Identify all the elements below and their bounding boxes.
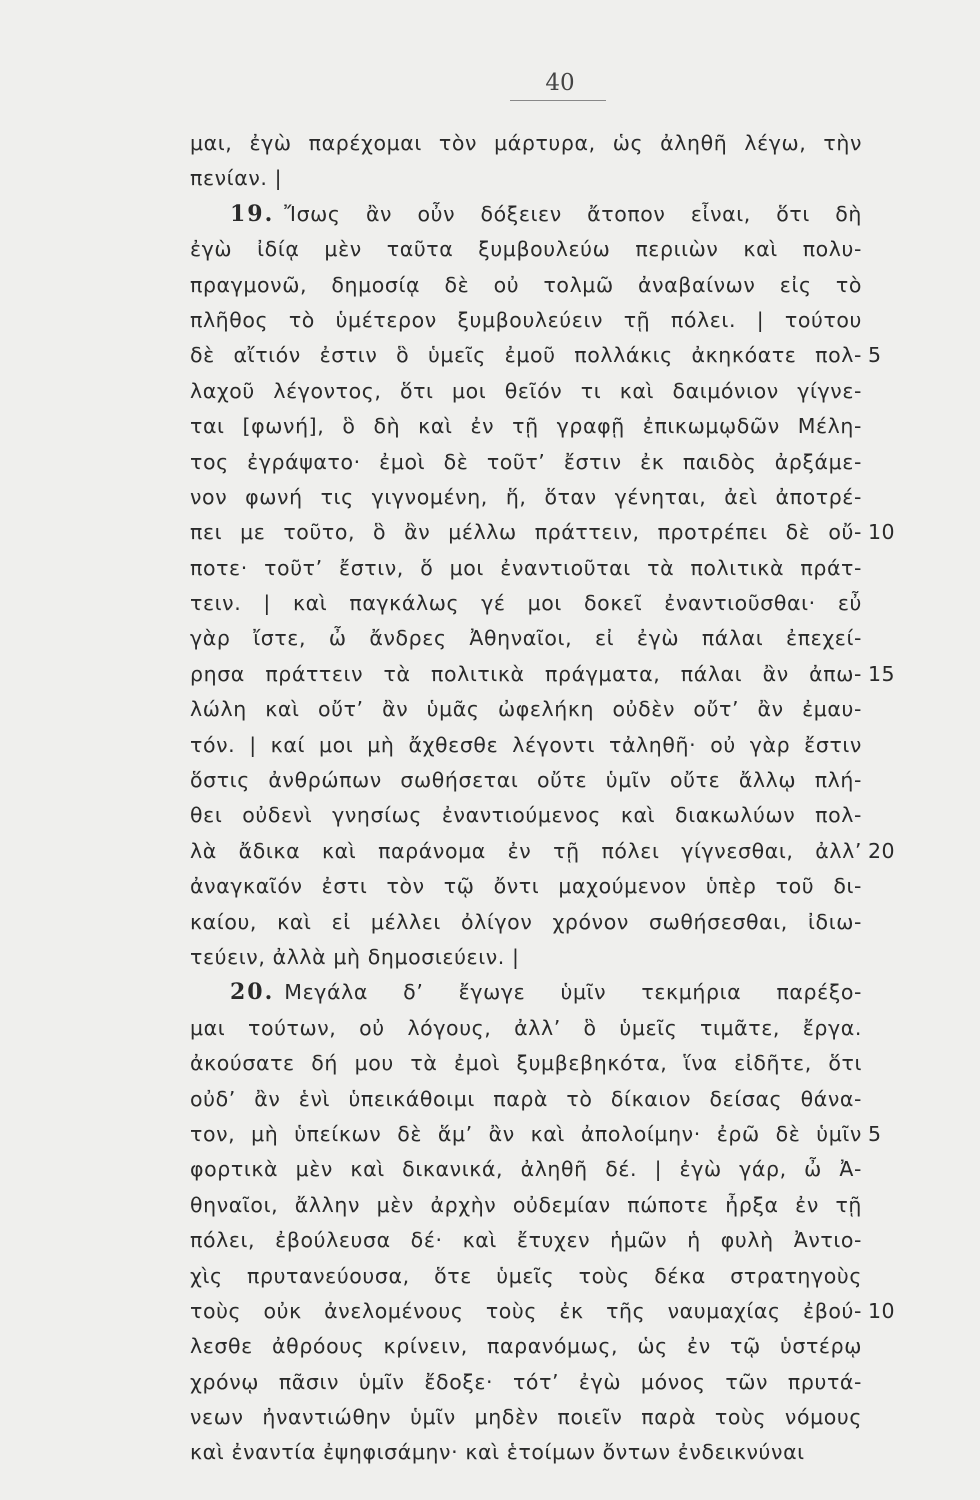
text-line: χὶς πρυτανεύουσα, ὅτε ὑμεῖς τοὺς δέκα στρατηγοὺς [190, 1263, 862, 1288]
text-line: θηναῖοι, ἄλλην μὲν ἀρχὴν οὐδεμίαν πώποτε ἦρξα ἐν τῇ [190, 1192, 862, 1217]
section-number-20: 20. [230, 979, 275, 1006]
text-line: μαι, ἐγὼ παρέχομαι τὸν μάρτυρα, ὡς ἀληθῆ λέγω, τὴν [190, 131, 862, 155]
text-line: τος ἐγράψατο· ἐμοὶ δὲ τοῦτ’ ἔστιν ἐκ παιδὸς ἀρξάμε- [190, 449, 862, 474]
margin-line-number: 15 [868, 662, 896, 686]
text-line: λώλη καὶ οὔτ’ ἂν ὑμᾶς ὠφελήκη οὐδὲν οὔτ’ ἂν ἐμαυ- [190, 697, 862, 722]
text-line: ἀναγκαῖόν ἐστι τὸν τῷ ὄντι μαχούμενον ὑπὲρ τοῦ δι- [190, 874, 862, 899]
text-line: ται [φωνή], ὃ δὴ καὶ ἐν τῇ γραφῇ ἐπικωμῳδῶν Μέλη- [190, 414, 862, 439]
text-line: ὅστις ἀνθρώπων σωθήσεται οὔτε ὑμῖν οὔτε ἄλλῳ πλή- [190, 768, 862, 793]
text-line: νον φωνή τις γιγνομένη, ἥ, ὅταν γένηται, ἀεὶ ἀποτρέ- [190, 484, 862, 509]
margin-line-number: 10 [868, 520, 896, 545]
text-line: χρόνῳ πᾶσιν ὑμῖν ἔδοξε· τότ’ ἐγὼ μόνος τῶν πρυτά- [190, 1369, 862, 1394]
text-line: οὐδ’ ἂν ἑνὶ ὑπεικάθοιμι παρὰ τὸ δίκαιον δείσας θάνα- [190, 1086, 862, 1111]
text-line: τειν. | καὶ παγκάλως γέ μοι δοκεῖ ἐναντιοῦσθαι· εὖ [190, 591, 862, 616]
text-line: γὰρ ἴστε, ὦ ἄνδρες Ἀθηναῖοι, εἰ ἐγὼ πάλαι ἐπεχεί- [190, 626, 862, 651]
text-line: πλῆθος τὸ ὑμέτερον ξυμβουλεύειν τῇ πόλει. | τούτου [190, 307, 862, 332]
text-line: τεύειν, ἀλλὰ μὴ δημοσιεύειν. | [190, 944, 520, 969]
text-line: μαι τούτων, οὐ λόγους, ἀλλ’ ὃ ὑμεῖς τιμᾶτε, ἔργα. [190, 1015, 862, 1040]
text-line: φορτικὰ μὲν καὶ δικανικά, ἀληθῆ δέ. | ἐγὼ γάρ, ὦ Ἀ- [190, 1157, 862, 1182]
margin-line-number: 5 [868, 343, 882, 368]
text-line: νεων ἠναντιώθην ὑμῖν μηδὲν ποιεῖν παρὰ τοὺς νόμους [190, 1405, 862, 1430]
text-line [190, 197, 862, 232]
text-line: λαχοῦ λέγοντος, ὅτι μοι θεῖόν τι καὶ δαιμόνιον γίγνε- [190, 378, 862, 403]
text-line: τοὺς οὐκ ἀνελομένους τοὺς ἐκ τῆς ναυμαχίας ἐβού- [190, 1298, 862, 1323]
text-line: θει οὐδενὶ γνησίως ἐναντιούμενος καὶ διακωλύων πολ- [190, 803, 862, 828]
text-line: πει με τοῦτο, ὃ ἂν μέλλω πράττειν, προτρέπει δὲ οὔ- [190, 520, 862, 545]
text-line: πενίαν. | [190, 166, 283, 191]
page-number-rule [510, 100, 606, 101]
text-line: ποτε· τοῦτ’ ἔστιν, ὅ μοι ἐναντιοῦται τὰ πολιτικὰ πράτ- [190, 555, 862, 580]
greek-text-body [190, 126, 862, 1471]
text-line: ρησα πράττειν τὰ πολιτικὰ πράγματα, πάλαι ἂν ἀπω- [190, 661, 862, 686]
section-number-19: 19. [230, 200, 275, 227]
text-line: λὰ ἄδικα καὶ παράνομα ἐν τῇ πόλει γίγνεσθαι, ἀλλ’ [190, 838, 862, 863]
text-line: τόν. | καί μοι μὴ ἄχθεσθε λέγοντι τἀληθῆ· οὐ γὰρ ἔστιν [190, 732, 862, 757]
text-line: καίου, καὶ εἰ μέλλει ὀλίγον χρόνον σωθήσεσθαι, ἰδιω- [190, 909, 862, 934]
text-line: καὶ ἐναντία ἐψηφισάμην· καὶ ἑτοίμων ὄντων ἐνδεικνύναι [190, 1440, 805, 1465]
text-line: δὲ αἴτιόν ἐστιν ὃ ὑμεῖς ἐμοῦ πολλάκις ἀκηκόατε πολ- [190, 343, 862, 368]
text-line: πραγμονῶ, δημοσίᾳ δὲ οὐ τολμῶ ἀναβαίνων εἰς τὸ [190, 272, 862, 297]
text-line-content: Ἴσως ἂν οὖν δόξειεν ἄτοπον εἶναι, ὅτι δὴ [284, 201, 862, 226]
text-line-content: Μεγάλα δ’ ἔγωγε ὑμῖν τεκμήρια παρέξο- [284, 980, 862, 1005]
text-line: τον, μὴ ὑπείκων δὲ ἅμ’ ἂν καὶ ἀπολοίμην· ἐρῶ δὲ ὑμῖν [190, 1121, 862, 1146]
text-line: ἐγὼ ἰδίᾳ μὲν ταῦτα ξυμβουλεύω περιιὼν καὶ πολυ- [190, 237, 862, 262]
text-line: ἀκούσατε δή μου τὰ ἐμοὶ ξυμβεβηκότα, ἵνα εἰδῆτε, ὅτι [190, 1051, 862, 1076]
margin-line-number: 10 [868, 1299, 896, 1324]
page-number: 40 [545, 70, 575, 96]
margin-line-number: 20 [868, 839, 896, 863]
text-line: πόλει, ἐβούλευσα δέ· καὶ ἔτυχεν ἡμῶν ἡ φυλὴ Ἀντιο- [190, 1228, 862, 1253]
margin-line-number: 5 [868, 1122, 882, 1147]
text-line: λεσθε ἀθρόους κρίνειν, παρανόμως, ὡς ἐν τῷ ὑστέρῳ [190, 1334, 862, 1359]
text-line [190, 975, 862, 1010]
